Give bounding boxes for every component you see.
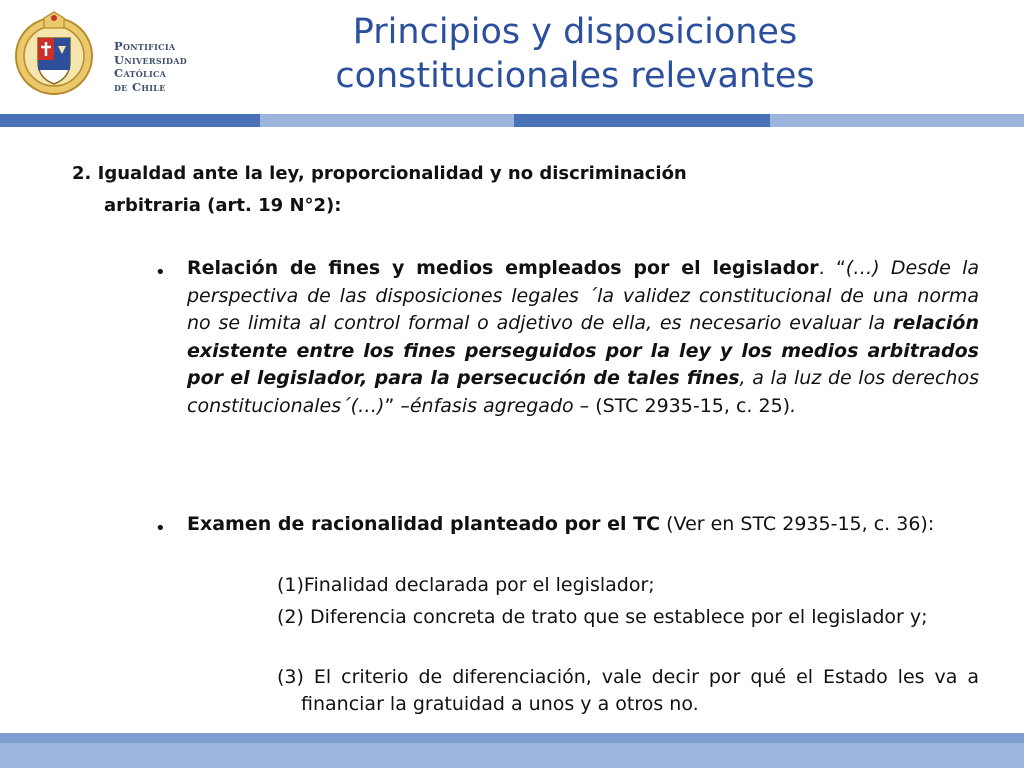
university-seal-icon: [14, 8, 96, 100]
logo-line-2: Universidad: [114, 52, 187, 67]
logo-line-3: Católica: [114, 66, 167, 80]
logo-line-4: de Chile: [114, 79, 166, 94]
bottom-bar-bottom: [0, 743, 1024, 768]
top-color-bar: [0, 114, 1024, 127]
slide-title: [250, 10, 900, 98]
section-heading-line-2: arbitraria (art. 19 N°2):: [104, 195, 342, 216]
top-bar-segment-3: [514, 114, 770, 127]
bullet-1-marker: •: [155, 262, 166, 283]
logo-line-1: Pontificia: [114, 39, 176, 53]
section-heading: [72, 158, 687, 222]
bullet-1-quote-part-1: (…) Desde la perspectiva de las disposiciones legales ´la validez constitucional de una norma no se limita al control formal o adjetivo de ella, es necesario evaluar la: [187, 257, 979, 334]
bullet-1-quote-close: ”: [384, 394, 401, 417]
top-bar-segment-4: [770, 114, 1024, 127]
university-logo: [14, 8, 194, 104]
section-heading-line-1: 2. Igualdad ante la ley, proporcionalidad y no discriminación: [72, 163, 687, 184]
bottom-color-bar: [0, 733, 1024, 768]
bullet-1-end: .: [790, 394, 797, 417]
top-bar-segment-1: [0, 114, 260, 127]
bullet-1-quote-open: “: [835, 257, 846, 279]
bullet-1-emphasis: relación existente entre los fines perseguidos por la ley y los medios arbitrados por el legislador, para la persecución de tales fines: [187, 312, 979, 389]
slide-title-line-2: constitucionales relevantes: [335, 56, 815, 96]
top-bar-segment-2: [260, 114, 514, 127]
list-item-3: (3) El criterio de diferenciación, vale decir por qué el Estado les va a financiar la gratuidad a unos y a otros no.: [277, 666, 979, 715]
bullet-2-lead: Examen de racionalidad planteado por el TC: [187, 513, 661, 535]
bullet-1-sep: .: [818, 257, 836, 279]
bullet-1-lead: Relación de fines y medios empleados por el legislador: [187, 257, 819, 279]
list-item-1: (1)Finalidad declarada por el legislador;: [277, 574, 655, 596]
bullet-1-paragraph: [187, 255, 979, 420]
bottom-bar-top: [0, 733, 1024, 743]
bullet-1-quote-part-2: , a la luz de los derechos constitucionales´(…): [187, 367, 979, 417]
list-item-2: (2) Diferencia concreta de trato que se establece por el legislador y;: [277, 606, 928, 628]
bullet-2-rest: (Ver en STC 2935-15, c. 36):: [660, 513, 935, 535]
bullet-1-note: –énfasis agregado –: [400, 394, 596, 417]
bullet-2-paragraph: [187, 511, 979, 539]
bullet-2-marker: •: [155, 518, 166, 539]
bullet-1-citation: (STC 2935-15, c. 25): [595, 394, 791, 417]
slide-title-line-1: Principios y disposiciones: [352, 12, 798, 52]
